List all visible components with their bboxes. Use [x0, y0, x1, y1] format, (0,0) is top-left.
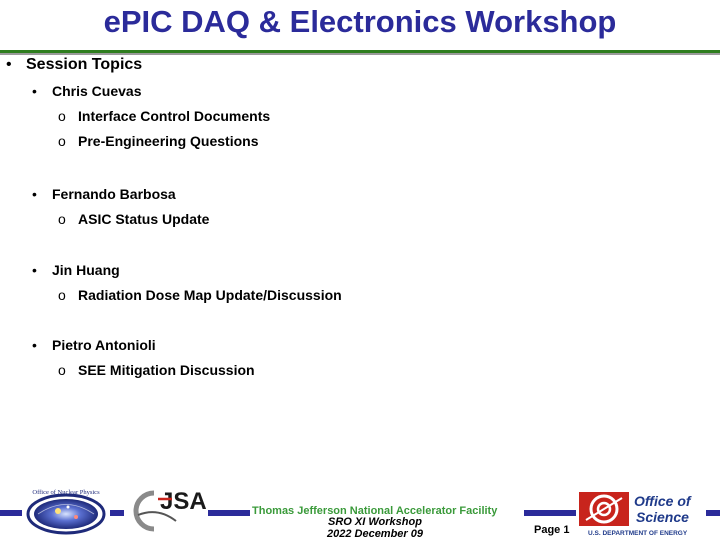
footer-bar — [0, 510, 22, 516]
jsa-logo — [124, 485, 208, 537]
office-of-science-line3: U.S. DEPARTMENT OF ENERGY — [588, 530, 688, 537]
footer-bar — [706, 510, 720, 516]
footer-bar — [524, 510, 576, 516]
footer-bar — [208, 510, 250, 516]
title-divider-grey — [0, 53, 720, 55]
bullet-dot-icon: • — [6, 56, 12, 73]
topic-item — [58, 211, 209, 227]
office-of-science-line2: Science — [636, 509, 689, 525]
speaker-name: Jin Huang — [52, 262, 120, 278]
topic-item — [58, 108, 270, 124]
topic-text: Pre-Engineering Questions — [78, 133, 259, 149]
speaker-item — [32, 186, 176, 202]
nuclear-physics-logo-text: Office of Nuclear Physics — [32, 489, 100, 496]
speaker-name: Pietro Antonioli — [52, 337, 156, 353]
page-number: Page 1 — [534, 524, 570, 536]
session-topics-heading: Session Topics — [26, 56, 143, 73]
bullet-dot-icon: • — [32, 83, 37, 99]
office-of-science-line1: Office of — [634, 493, 691, 509]
workshop-name: SRO XI Workshop — [328, 516, 422, 528]
speaker-item — [32, 337, 156, 353]
topic-item — [58, 362, 255, 378]
topic-item — [58, 133, 258, 149]
lab-name: Thomas Jefferson National Accelerator Facility — [252, 505, 498, 517]
topic-text: SEE Mitigation Discussion — [78, 362, 255, 378]
bullet-dot-icon: • — [32, 262, 37, 278]
bullet-circle-icon: o — [58, 287, 66, 303]
speaker-name: Chris Cuevas — [52, 83, 142, 99]
bullet-dot-icon: • — [32, 186, 37, 202]
session-topics-item — [6, 56, 142, 74]
speaker-item — [32, 262, 120, 278]
workshop-date: 2022 December 09 — [326, 528, 423, 540]
bullet-circle-icon: o — [58, 211, 66, 227]
topic-text: Radiation Dose Map Update/Discussion — [78, 287, 342, 303]
jsa-logo-text: JSA — [160, 488, 207, 515]
workshop-info — [310, 516, 440, 540]
bullet-circle-icon: o — [58, 362, 66, 378]
office-of-science-logo — [578, 490, 706, 538]
speaker-item — [32, 83, 141, 99]
topic-item — [58, 287, 342, 303]
footer-bar — [110, 510, 124, 516]
bullet-circle-icon: o — [58, 133, 66, 149]
slide-title: ePIC DAQ & Electronics Workshop — [103, 4, 617, 39]
topic-text: ASIC Status Update — [78, 211, 210, 227]
topic-text: Interface Control Documents — [78, 108, 271, 124]
speaker-name: Fernando Barbosa — [52, 186, 176, 202]
bullet-dot-icon: • — [32, 337, 37, 353]
nuclear-physics-logo — [24, 487, 108, 537]
bullet-circle-icon: o — [58, 108, 66, 124]
